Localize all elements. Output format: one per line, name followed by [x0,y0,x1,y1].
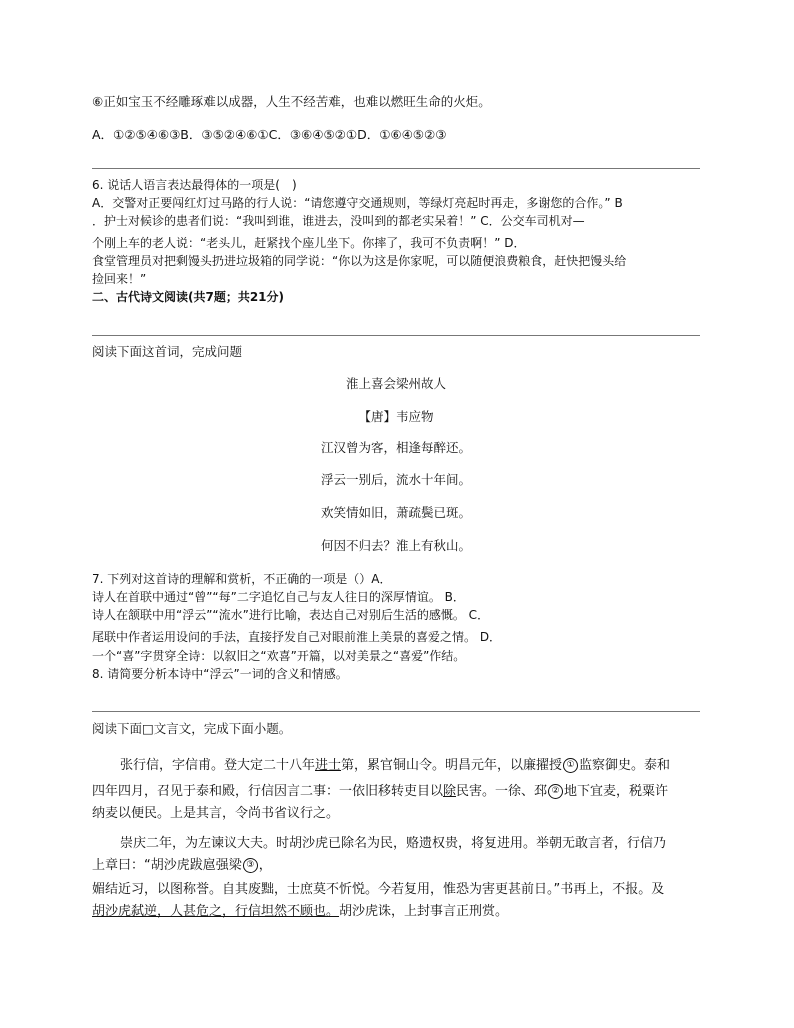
q6-line: A．交警对正要闯红灯过马路的行人说：“请您遵守交通规则，等绿灯亮起时再走，多谢您的合作。” B [92,196,623,210]
separator [92,168,700,169]
q7-line: 尾联中作者运用设问的手法，直接抒发自己对眼前淮上美景的喜爱之情。 D． [92,630,502,644]
passage-line: 媚结近习，以图称誉。自其废黜，士庶莫不忻悦。今若复用，惟恐为害更甚前日。”书再上，不报。及 [92,882,665,897]
poem-line: 何因不归去？淮上有秋山。 [320,538,471,553]
passage-line: 胡沙虎弑逆，人甚危之，行信坦然不顾也。胡沙虎诛，上封事言正刑赏。 [92,904,509,919]
separator [92,335,700,336]
q7-line: 一个“喜”字贯穿全诗：以叙旧之“欢喜”开篇，以对美景之“喜爱”作结。 [92,649,466,663]
poem-line: 江汉曾为客，相逢每醉还。 [320,440,471,455]
q7-line: 7. 下列对这首诗的理解和赏析，不正确的一项是（）A． [92,572,392,586]
underlined-term: 进士 [315,758,342,773]
passage-line: 张行信，字信甫。登大定二十八年进士第，累官铜山令。明昌元年，以廉擢授 ① 监察御史。泰和 [120,758,671,773]
q6-line: 捡回来！” [92,272,147,286]
underlined-sentence: 胡沙虎弑逆，人甚危之，行信坦然不顾也。 [92,904,340,919]
classical-intro: 阅读下面□文言文，完成下面小题。 [92,721,292,736]
q7-line: 诗人在首联中通过“曾”“每”二字追忆自己与友人往日的深厚情谊。 B． [92,590,465,604]
passage-line: 纳麦以便民。上是其言，令尚书省议行之。 [92,806,340,821]
separator [92,711,700,712]
q8-stem: 8. 请简要分析本诗中“浮云”一词的含义和情感。 [92,667,348,681]
section-heading: 二、古代诗文阅读(共7题；共21分) [92,290,285,304]
poem-title: 淮上喜会梁州故人 [345,376,446,391]
q6-stem: 6. 说话人语言表达最得体的一项是( ) [92,178,297,192]
q5-options: A．①②⑤④⑥③B．③⑤②④⑥①C．③⑥④⑤②①D．①⑥④⑤②③ [92,127,447,142]
footnote-marker: ② [548,784,563,799]
underlined-term: 除 [443,784,457,799]
q7-line: 诗人在颔联中用“浮云”“流水”进行比喻，表达自己对别后生活的感慨。 C． [92,608,490,622]
passage-line: 崇庆二年，为左谏议大夫。时胡沙虎已除名为民，赂遗权贵，将复进用。举朝无敢言者，行信乃 [120,836,667,851]
passage-line: 上章曰：“胡沙虎跋扈强梁 ③ ， [92,858,272,873]
poem-author: 【唐】韦应物 [358,409,434,424]
q6-line: 个刚上车的老人说：“老头儿，赶紧找个座儿坐下。你摔了，我可不负责啊！” D． [92,236,526,250]
footnote-marker: ③ [243,858,258,873]
poem-line: 浮云一别后，流水十年间。 [320,472,471,487]
poem-line: 欢笑情如旧，萧疏鬓已斑。 [320,505,471,520]
passage-line: 四年四月，召见于泰和殿，行信因言二事：一依旧移转吏目以除民害。一徐、邳 ② 地下宜麦，税粟许 [92,784,669,799]
q5-item-6: ⑥正如宝玉不经雕琢难以成器，人生不经苦难，也难以燃旺生命的火炬。 [92,94,491,109]
poem-intro: 阅读下面这首词，完成问题 [92,344,243,359]
q6-line: 食堂管理员对把剩馒头扔进垃圾箱的同学说：“你以为这是你家呢，可以随便浪费粮食，赶快把馒头给 [92,254,627,268]
footnote-marker: ① [563,758,578,773]
q6-line: ．护士对候诊的患者们说：“我叫到谁，谁进去，没叫到的都老实呆着！” C．公交车司机对— [92,214,585,228]
